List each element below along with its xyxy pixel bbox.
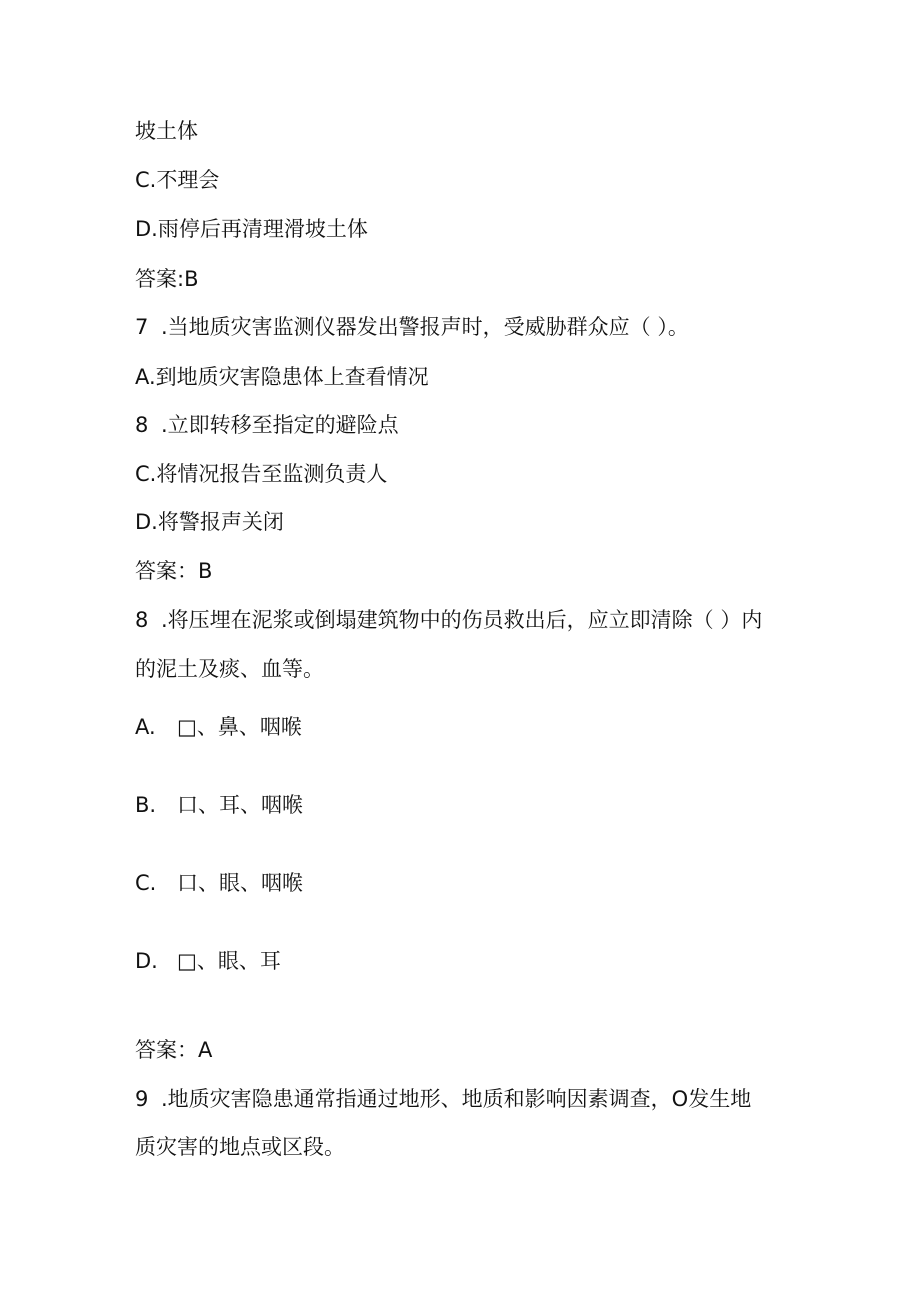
question-7 [135, 313, 689, 341]
answer-line [135, 1036, 212, 1064]
line-text: D.将警报声关闭 [135, 510, 284, 534]
option-a [135, 713, 302, 741]
line-text: A.到地质灾害隐患体上查看情况 [135, 365, 429, 389]
question-8 [135, 606, 762, 634]
answer-text: 答案:B [135, 267, 199, 291]
answer-line [135, 557, 212, 585]
question-8-continued [135, 655, 324, 683]
option-d [135, 947, 281, 975]
option-c [135, 869, 303, 897]
option-c [135, 166, 219, 194]
question-text: 质灾害的地点或区段。 [135, 1135, 345, 1159]
option-b [135, 791, 303, 819]
text-line [135, 117, 198, 145]
question-number: 8 [135, 608, 149, 632]
option-b-line [135, 411, 399, 439]
line-text: .立即转移至指定的避险点 [161, 413, 399, 437]
option-text: 口、耳、咽喉 [177, 793, 303, 817]
question-text: .当地质灾害监测仪器发出警报声时，受威胁群众应（ ）。 [161, 315, 689, 339]
question-text: .将压埋在泥浆或倒塌建筑物中的伤员救出后，应立即清除（ ）内 [161, 608, 763, 632]
option-d [135, 215, 368, 243]
line-text: D.雨停后再清理滑坡土体 [135, 217, 368, 241]
answer-line [135, 265, 198, 293]
option-label: A. [135, 715, 156, 739]
option-text: □、眼、耳 [177, 949, 281, 973]
question-text: 的泥土及痰、血等。 [135, 657, 324, 681]
line-text: 坡土体 [135, 119, 198, 143]
question-9-continued [135, 1133, 345, 1161]
line-text: C.将情况报告至监测负责人 [135, 462, 388, 486]
option-label: B. [135, 793, 157, 817]
line-text: C.不理会 [135, 168, 220, 192]
question-number: 7 [135, 315, 149, 339]
option-label: D. [135, 949, 158, 973]
answer-text: 答案：B [135, 559, 213, 583]
option-d [135, 508, 284, 536]
option-text: 口、眼、咽喉 [177, 871, 303, 895]
question-9 [135, 1085, 751, 1113]
option-a [135, 363, 429, 391]
question-number: 9 [135, 1087, 149, 1111]
option-text: □、鼻、咽喉 [177, 715, 302, 739]
question-text: .地质灾害隐患通常指通过地形、地质和影响因素调查，O发生地 [161, 1087, 752, 1111]
option-c [135, 460, 387, 488]
option-label: C. [135, 871, 157, 895]
answer-text: 答案：A [135, 1038, 213, 1062]
line-number: 8 [135, 413, 149, 437]
